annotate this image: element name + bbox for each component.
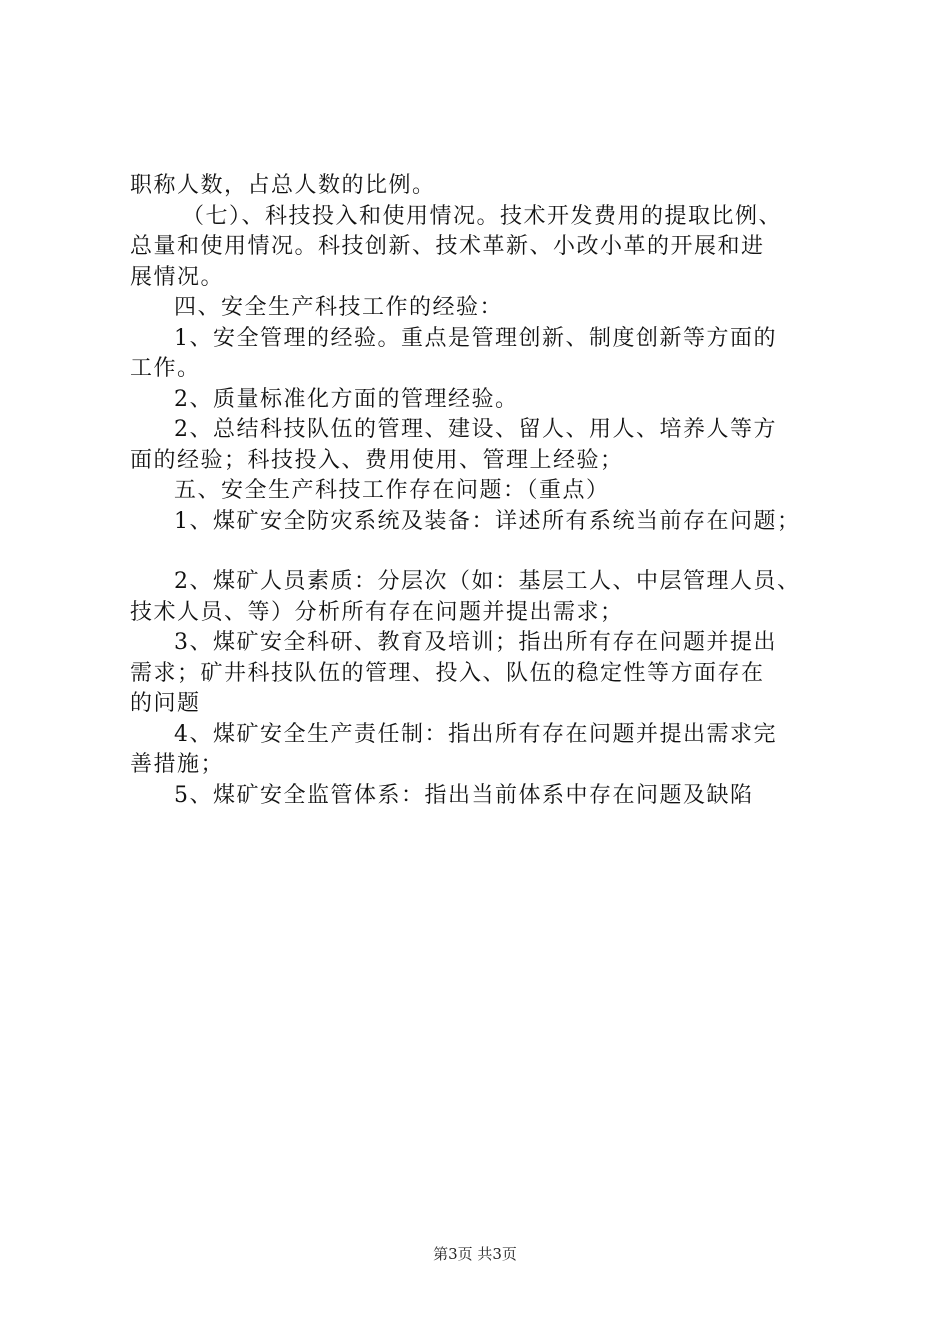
paragraph-line: 总量和使用情况。科技创新、技术革新、小改小革的开展和进 [130, 234, 765, 259]
paragraph-line: 1、煤矿安全防灾系统及装备：详述所有系统当前存在问题； [174, 508, 801, 534]
paragraph-line: 工作。 [130, 356, 201, 381]
section-heading: 五、安全生产科技工作存在问题：（重点） [174, 478, 610, 503]
paragraph-line: 2、总结科技队伍的管理、建设、留人、用人、培养人等方 [174, 417, 777, 442]
page-number-footer: 第3页 共3页 [433, 1245, 517, 1263]
paragraph-line: 技术人员、等）分析所有存在问题并提出需求； [130, 599, 624, 625]
paragraph-line: （七）、科技投入和使用情况。技术开发费用的提取比例、 [182, 203, 783, 229]
paragraph-line: 善措施； [130, 752, 225, 777]
paragraph-line: 1、安全管理的经验。重点是管理创新、制度创新等方面的 [174, 325, 777, 351]
paragraph-spacer [130, 537, 835, 567]
paragraph-line: 面的经验；科技投入、费用使用、管理上经验； [130, 447, 624, 473]
paragraph-line: 的问题 [130, 691, 201, 716]
section-heading: 四、安全生产科技工作的经验： [174, 295, 504, 320]
paragraph-line: 展情况。 [130, 264, 225, 290]
paragraph-line: 2、煤矿人员素质：分层次（如：基层工人、中层管理人员、 [174, 569, 801, 594]
paragraph-line: 职称人数，占总人数的比例。 [130, 173, 436, 198]
paragraph-line: 2、质量标准化方面的管理经验。 [174, 386, 519, 412]
document-body [130, 171, 835, 811]
paragraph-line: 3、煤矿安全科研、教育及培训；指出所有存在问题并提出 [174, 630, 777, 655]
paragraph-line: 需求；矿井科技队伍的管理、投入、队伍的稳定性等方面存在 [130, 660, 765, 686]
paragraph-line: 5、煤矿安全监管体系：指出当前体系中存在问题及缺陷 [174, 782, 754, 808]
paragraph-line: 4、煤矿安全生产责任制：指出所有存在问题并提出需求完 [174, 721, 777, 747]
